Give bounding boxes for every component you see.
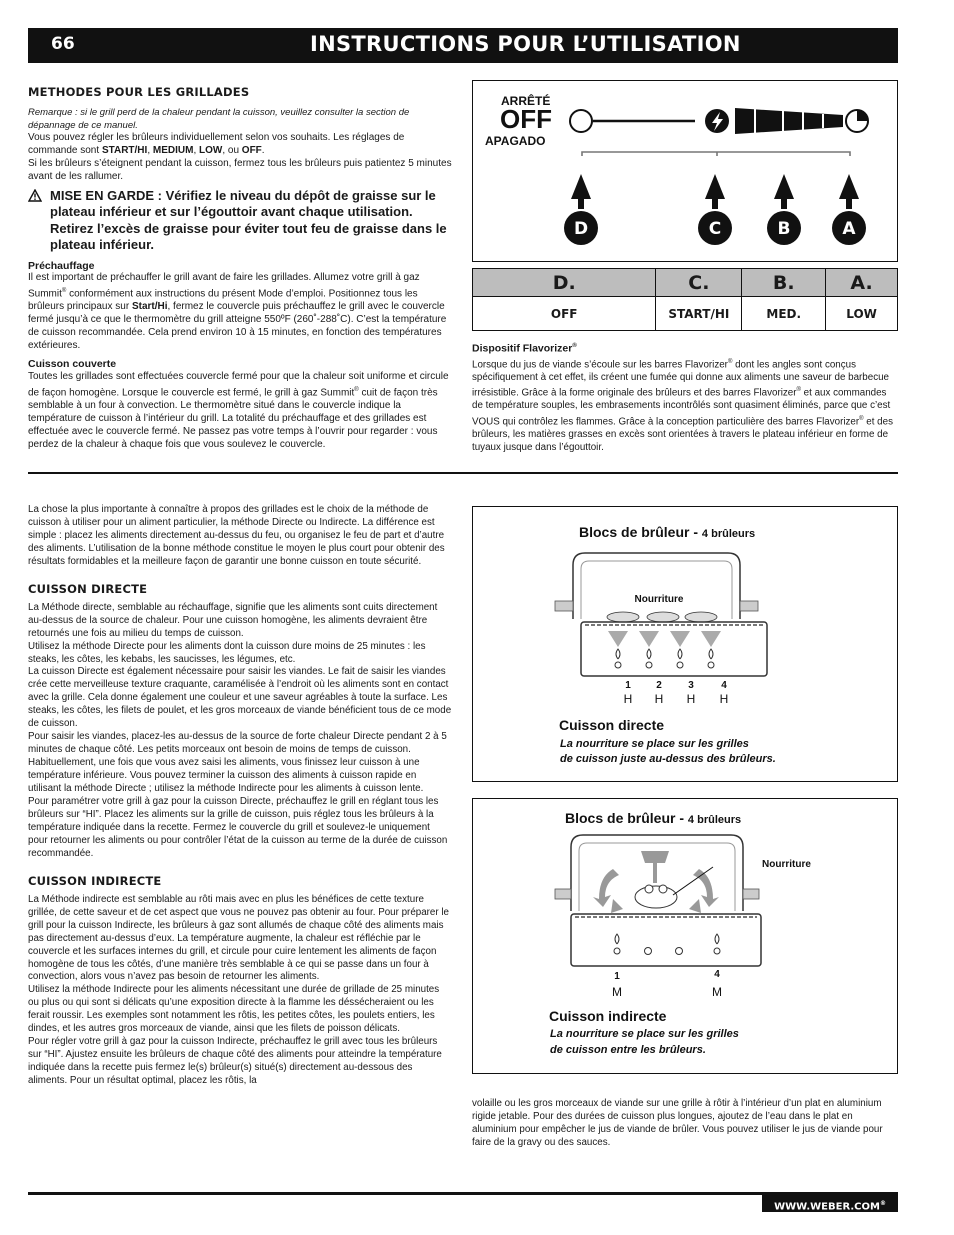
label-b: B — [777, 219, 791, 239]
knob-diagram-graphic — [473, 81, 896, 260]
label-d: D — [573, 219, 589, 239]
value-b: MED. — [742, 297, 826, 331]
burner-number: 1 — [625, 680, 631, 691]
direct-heading: CUISSON DIRECTE — [28, 581, 148, 596]
header-a: A. — [826, 269, 898, 297]
direct-diagram-title: Blocs de brûleur - 4 brûleurs — [579, 524, 756, 540]
burner-setting: M — [712, 985, 722, 999]
label-c: C — [708, 219, 722, 239]
off-position-icon — [570, 110, 592, 132]
burner-setting: H — [623, 692, 633, 706]
flavorizer-text: Lorsque du jus de viande s’écoule sur les barres Flavorizer® dont les angles sont conçus spécifiquement à cet effet, ils créent une fumée qui donne aux aliments une saveur de barbecue irrésistible. Grâce à la forme originale des brûleurs et des barres Flavorizer® et aux commandes de température souples, les embrasements incontrôlés sont quasiment éliminés, parce que c’est VOUS qui contrôlez les flammes. Grâce à la conception particulière des barres Flavorizer® et des brûleurs, les matières grasses en excès sont orientées à travers le plateau inférieur en forme de tuyaux jusque dans l’égouttoir. — [472, 358, 893, 453]
indirect-food-label: Nourriture — [762, 859, 811, 870]
burner-setting: M — [612, 985, 622, 999]
header-c: C. — [656, 269, 742, 297]
flame-icons — [615, 649, 714, 668]
section-divider — [28, 472, 898, 474]
burner-number: 2 — [656, 680, 662, 691]
flame-level-wedge — [735, 108, 843, 134]
page-number: 66 — [51, 34, 75, 54]
food-item-icon — [607, 612, 639, 622]
indirect-caption-line-1: La nourriture se place sur les grilles — [550, 1028, 739, 1040]
preheat-text: Il est important de préchauffer le grill avant de faire les grillades. Allumez votre grill à gaz Summit® conformément aux instructions du présent Mode d’emploi. Positionnez tous les brûleurs principaux sur Start/Hi, fermez le couvercle puis préchauffez le grill avec le couvercle fermé jusqu’à ce que le thermomètre du grill atteigne 550ºF (260˚-288˚C). C’est la température de cuisson recommandée. Cela prend environ 10 à 15 minutes, en fonction des températures extérieures. — [28, 272, 447, 351]
flavorizer-section — [472, 340, 898, 454]
page-title: INSTRUCTIONS POUR L’UTILISATION — [310, 32, 741, 56]
direct-text-2: Utilisez la méthode Directe pour les aliments dont la cuisson dure moins de 25 minutes : les steaks, les côtes, les kebabs, les saucisses, les légumes, etc. — [28, 640, 426, 665]
covered-text: Toutes les grillades sont effectuées couvercle fermé pour que la chaleur soit uniforme et circule de façon homogène. Lorsque le couvercle est fermé, le grill à gaz Summit® cuit de façon très semblable à un four à convection. Le thermomètre situé dans le couvercle indique la température de cuisson à l’intérieur du grill. La totalité du préchauffage et des grillades est effectuée avec le couvercle fermé. Ne passez pas votre temps à l’ouvrir pour regarder : vous perdez de la chaleur à chaque fois que vous soulevez le couvercle. — [28, 371, 449, 450]
direct-text-5: Pour paramétrer votre grill à gaz pour la cuisson Directe, préchauffez le grill en réglant tous les brûleurs sur “HI”. Placez les aliments sur la grille de cuisson, puis réglez tous les brûleurs à la température indiquée dans la recette. Fermez le couvercle du grill et soulevez-le uniquement pour retourner les aliments ou pour contrôler l’état de la cuisson au terme de la durée de cuisson recommandée. — [28, 796, 448, 859]
indirect-heading: CUISSON INDIRECTE — [28, 873, 162, 888]
food-item-icon — [647, 612, 679, 622]
warning-icon — [28, 189, 42, 202]
direct-text-3: La cuisson Directe est également nécessaire pour saisir les viandes. Le fait de saisir les viandes crée cette merveilleuse texture craquante, caramélisée à l’endroit où les aliments sont en contact avec la grille. Cela donne également une couleur et une saveur agréables à toute la surface. Les steaks, les côtes, les filets de poulet, et les gros morceaux de viande bénéficient tous de ce mode de cuisson. — [28, 666, 452, 730]
direct-caption-line-1: La nourriture se place sur les grilles — [560, 738, 749, 750]
direct-diagram-graphic — [473, 507, 896, 780]
warning-text: MISE EN GARDE : Vérifiez le niveau du dépôt de graisse sur le plateau inférieur et sur l’égouttoir avant chaque utilisation. Retirez l’excès de graisse pour éviter tout feu de graisse dans le plateau inférieur. — [50, 187, 447, 253]
intro-text: La chose la plus importante à connaître à propos des grillades est le choix de la méthode de cuisson à utiliser pour un aliment particulier, la méthode Directe ou Indirecte. La différence est simple : placez les aliments directement au-dessus du feu, ou organisez le feu de part et d’autre des aliments. L’utilisation de la bonne méthode constitue le moyen le plus court pour obtenir des résultats formidables et la meilleure façon de garantir une bonne cuisson en toute sécurité. — [28, 504, 445, 567]
value-a: LOW — [826, 297, 898, 331]
indirect-diagram-title: Blocs de brûleur - 4 brûleurs — [565, 810, 742, 826]
page-header — [28, 28, 898, 63]
apagado-label: APAGADO — [485, 134, 546, 148]
footer-website[interactable]: WWW.WEBER.COM® — [762, 1195, 898, 1212]
indirect-caption-line-2: de cuisson entre les brûleurs. — [550, 1044, 706, 1056]
cooking-methods-section — [28, 504, 452, 1088]
remark-text: Remarque : si le grill perd de la chaleur pendant la cuisson, veuillez consulter la section de dépannage de ce manuel. — [28, 106, 410, 131]
burner-number: 4 — [721, 680, 727, 691]
burner-setting: H — [654, 692, 664, 706]
direct-text-1: La Méthode directe, semblable au réchauffage, signifie que les aliments sont cuits directement au-dessus de la source de chaleur. Pour une cuisson homogène, les aliments devraient être retournés une fois au milieu du temps de cuisson. — [28, 601, 438, 639]
roast-continuation-text: volaille ou les gros morceaux de viande sur une grille à rôtir à l’intérieur d’un plat en aluminium rigide jetable. Pour des durées de cuisson plus longues, ajoutez de l’eau dans le plat en aluminium pour empêcher le jus de viande de brûler. Vous pouvez utiliser le jus de viande pour faire de la gravy ou des sauces. — [472, 1098, 883, 1148]
direct-caption-line-2: de cuisson juste au-dessus des brûleurs. — [560, 753, 776, 765]
food-item-icon — [685, 612, 717, 622]
indirect-diagram-graphic — [473, 799, 896, 1072]
section-heading: METHODES POUR LES GRILLADES — [28, 85, 250, 99]
label-a: A — [842, 219, 856, 239]
knob-settings-table — [472, 268, 898, 331]
direct-caption: Cuisson directe — [559, 717, 665, 733]
direct-food-label: Nourriture — [634, 594, 684, 605]
indirect-caption: Cuisson indirecte — [549, 1008, 667, 1024]
indirect-cooking-diagram — [472, 798, 898, 1074]
preheat-heading: Préchauffage — [28, 259, 95, 272]
direct-text-4: Pour saisir les viandes, placez-les au-dessus de la source de forte chaleur Directe pendant 2 à 5 minutes de chaque côté. Les petits morceaux ont besoin de moins de temps de cuisson. Habituellement, une fois que vous avez saisi les aliments, vous finissez leur cuisson à une température inférieure. Vous pouvez terminer la cuisson des aliments à cuisson rapide en utilisant la méthode Directe ; utilisez la méthode Indirecte pour les aliments à cuisson lente. — [28, 731, 447, 795]
indirect-text-3: Pour régler votre grill à gaz pour la cuisson Indirecte, préchauffez le grill avec tous les brûleurs sur “HI”. Ajustez ensuite les brûleurs de chaque côté des aliments pour atteindre la température indiquée dans la recette puis fermez le(s) brûleur(s) situé(s) directement au-dessous des aliments. Pour un résultat optimal, placez les rôtis, la — [28, 1036, 442, 1087]
value-c: START/HI — [656, 297, 742, 331]
header-d: D. — [473, 269, 656, 297]
covered-heading: Cuisson couverte — [28, 358, 117, 371]
header-b: B. — [742, 269, 826, 297]
roast-food-icon — [635, 886, 677, 908]
value-d: OFF — [473, 297, 656, 331]
direct-cooking-diagram — [472, 506, 898, 782]
burner-number: 3 — [688, 680, 694, 691]
control-knob-diagram — [472, 80, 898, 262]
burner-setting: H — [686, 692, 696, 706]
grilling-methods-section — [28, 86, 452, 451]
settings-paragraph: Vous pouvez régler les brûleurs individuellement selon vos souhaits. Les réglages de commande sont START/HI, MEDIUM, LOW, ou OFF. — [28, 132, 405, 157]
burner-setting: H — [719, 692, 729, 706]
flavorizer-heading: Dispositif Flavorizer® — [472, 342, 577, 355]
burner-number: 4 — [714, 969, 720, 980]
warning-block — [28, 188, 452, 254]
off-label: OFF — [500, 104, 552, 134]
indirect-text-2: Utilisez la méthode Indirecte pour les aliments nécessitant une durée de grillade de 25 minutes ou plus ou qui sont si délicats qu’une exposition directe à la flamme les déssécheraient ou les ferait roussir. Les exemples sont notamment les rôtis, les petites côtes, les poulets entiers, les dindes, et les autres gros morceaux de viande, ainsi que les filets de poisson délicats. — [28, 984, 440, 1035]
indirect-text-1: La Méthode indirecte est semblable au rôti mais avec en plus les bénéfices de cette texture grillée, de cette saveur et de cet aspect que vous ne pouvez pas obtenir au four. Pour préparer le grill pour la cuisson Indirecte, les brûleurs à gaz sont allumés de chaque côté des aliments mais pas directement au-dessus d’eux. La température augmente, la chaleur est réfléchie par le couvercle et les surfaces internes du grill, et circule pour cuire lentement les aliments de façon homogène de tous les côtés, d’une manière très semblable à ce qui se passe dans un four à convection, alors vous n’avez pas besoin de retourner les aliments. — [28, 893, 449, 983]
settings-value-row — [473, 297, 898, 331]
settings-header-row — [473, 269, 898, 297]
burner-number: 1 — [614, 971, 620, 982]
relight-paragraph: Si les brûleurs s’éteignent pendant la cuisson, fermez tous les brûleurs puis patientez 5 minutes avant de les rallumer. — [28, 157, 452, 182]
flame-icons — [614, 934, 720, 955]
arrete-label: ARRÊTÉ — [501, 94, 551, 108]
